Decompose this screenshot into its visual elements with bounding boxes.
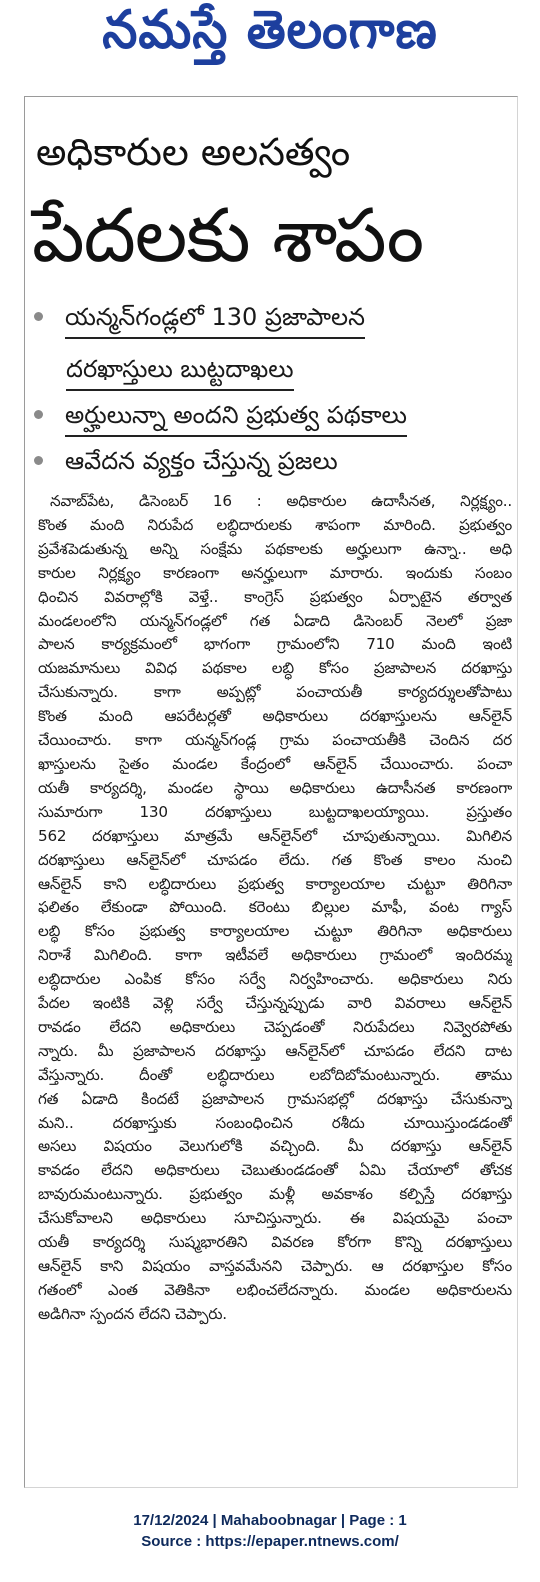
article-body-line: ఖాస్తులను సైతం మండల కేంద్రంలో ఆన్‌లైన్ చేయించారు. పంచా bbox=[38, 754, 512, 773]
article-body-line: ధించిన వివరాల్లోకి వెళ్తే.. కాంగ్రెస్ ప్రభుత్వం ఏర్పాటైన తర్వాత bbox=[38, 587, 512, 606]
bullet-item bbox=[34, 300, 514, 334]
bullet-dot-icon bbox=[34, 410, 43, 419]
bullet-text: ఆవేదన వ్యక్తం చేస్తున్న ప్రజలు bbox=[65, 447, 338, 475]
article-body-line: మని.. దరఖాస్తుకు సంబంధించిన రశీదు చూయిస్తుండడంతో bbox=[38, 1113, 512, 1132]
bullet-text: దరఖాస్తులు బుట్టదాఖలు bbox=[66, 355, 294, 391]
article-body-line: చేయించారు. కాగా యన్మన్‌గండ్ల గ్రామ పంచాయతీకి చెందిన దర bbox=[38, 731, 512, 750]
article-body-line: నిరాశే మిగిలింది. కాగా ఇటీవలే అధికారులు గ్రామంలో ఇందిరమ్మ bbox=[38, 946, 512, 965]
article-body-line: కావడం లేదని అధికారులు చెబుతుండడంతో ఏమి చేయాలో తోచక bbox=[38, 1161, 512, 1180]
article-body-line: పాలన కార్యక్రమంలో భాగంగా గ్రామంలోని 710 మంది ఇంటి bbox=[38, 635, 512, 654]
article-kicker: అధికారుల అలసత్వం bbox=[36, 130, 351, 174]
article-body-line: మండలంలోని యన్మన్‌గండ్లలో గత ఏడాది డిసెంబర్ నెలలో ప్రజా bbox=[38, 611, 512, 630]
article-body-line: గత ఏడాది కిందటే ప్రజాపాలన గ్రామసభల్లో దరఖాస్తు చేసుకున్నా bbox=[38, 1089, 512, 1108]
bullet-text: యన్మన్‌గండ్లలో 130 ప్రజాపాలన bbox=[65, 303, 365, 339]
article-body-line: యతీ కార్యదర్శి సుష్మభారతిని వివరణ కోరగా కొన్ని దరఖాస్తులు bbox=[38, 1233, 512, 1252]
masthead bbox=[0, 0, 540, 72]
article-body-line: అడిగినా స్పందన లేదని చెప్పారు. bbox=[38, 1304, 227, 1323]
article-body-line: న్నారు. మీ ప్రజాపాలన దరఖాస్తు ఆన్‌లైన్‌లో చూపడం లేదని దాట bbox=[38, 1041, 512, 1060]
article-body-line: కొంత మంది ఆపరేటర్లతో అధికారులు దరఖాస్తులను ఆన్‌లైన్ bbox=[38, 707, 512, 726]
article-body-line: కారుల నిర్లక్ష్యం కారణంగా అనర్హులుగా మారారు. ఇందుకు సంబం bbox=[38, 563, 512, 582]
article-body-line: యతీ కార్యదర్శి, మండల స్థాయి అధికారులు ఉదాసీనత కారణంగా bbox=[38, 778, 512, 797]
article-body-line: లబ్ధిదారుల ఎంపిక కోసం సర్వే నిర్వహించారు. అధికారులు నిరు bbox=[38, 970, 512, 989]
article-body-line: దరఖాస్తులు ఆన్‌లైన్‌లో చూపడం లేదు. గత కొంత కాలం నుంచి bbox=[38, 850, 512, 869]
article-body-line: చేసుకోవాలని అధికారులు సూచిస్తున్నారు. ఈ విషయమై పంచా bbox=[38, 1209, 512, 1228]
article-body-line: వేస్తున్నారు. దీంతో లబ్ధిదారులు లబోదిబోమంటున్నారు. తాము bbox=[38, 1065, 512, 1084]
bullet-item bbox=[34, 398, 514, 432]
article-body bbox=[38, 490, 512, 1327]
article-body-line: ప్రవేశపెడుతున్న అన్ని సంక్షేమ పథకాలకు అర్హులుగా ఉన్నా.. అధి bbox=[38, 539, 512, 558]
article-body-line: యజమానులు వివిధ పథకాల లబ్ధి కోసం ప్రజాపాలన దరఖాస్తు bbox=[38, 659, 512, 678]
footer-source: Source : https://epaper.ntnews.com/ bbox=[141, 1533, 399, 1550]
article-body-line: గతంలో ఎంత వెతికినా లభించలేదన్నారు. మండల అధికారులను bbox=[38, 1280, 512, 1299]
newspaper-logo: నమస్తే తెలంగాణ bbox=[102, 0, 438, 60]
article-body-line: పేదల ఇంటికి వెళ్లి సర్వే చేస్తున్నప్పుడు వారి వివరాలు ఆన్‌లైన్ bbox=[38, 994, 512, 1013]
article-body-line: ఫలితం లేకుండా పోయింది. కరెంటు బిల్లుల మాఫీ, వంట గ్యాస్ bbox=[38, 898, 512, 917]
article-body-line: సుమారుగా 130 దరఖాస్తులు బుట్టదాఖలయ్యాయి. ప్రస్తుతం bbox=[38, 802, 512, 821]
bullet-text: అర్హులున్నా అందని ప్రభుత్వ పథకాలు bbox=[65, 401, 407, 437]
article-body-line: ఆన్‌లైన్ కాని విషయం వాస్తవమేనని చెప్పారు. ఆ దరఖాస్తుల కోసం bbox=[38, 1257, 512, 1275]
bullet-item-continuation bbox=[66, 352, 540, 386]
bullet-item bbox=[34, 444, 514, 478]
article-body-line: బావురుమంటున్నారు. ప్రభుత్వం మళ్లీ అవకాశం కల్పిస్తే దరఖాస్తు bbox=[38, 1185, 512, 1204]
article-body-line: లబ్ధి కోసం ప్రభుత్వ కార్యాలయాల చుట్టూ తిరిగినా అధికారులు bbox=[38, 922, 512, 941]
footer-date-edition: 17/12/2024 | Mahaboobnagar | Page : 1 bbox=[133, 1512, 407, 1529]
article-body-line: ఆన్‌లైన్ కాని లబ్ధిదారులు ప్రభుత్వ కార్యాలయాల చుట్టూ తిరిగినా bbox=[38, 874, 512, 893]
article-body-line: అసలు విషయం వెలుగులోకి వచ్చింది. మీ దరఖాస్తు ఆన్‌లైన్ bbox=[38, 1137, 512, 1156]
bullet-dot-icon bbox=[34, 312, 43, 321]
article-body-line: నవాబ్‌పేట, డిసెంబర్ 16 : అధికారుల ఉదాసీనత, నిర్లక్ష్యం.. bbox=[50, 492, 512, 510]
article-body-line: కొంత మంది నిరుపేద లబ్ధిదారులకు శాపంగా మారింది. ప్రభుత్వం bbox=[38, 515, 512, 534]
article-body-line: రావడం లేదని అధికారులు చెప్పడంతో నిరుపేదలు నివ్వెరపోతు bbox=[38, 1017, 512, 1036]
article-body-line: 562 దరఖాస్తులు మాత్రమే ఆన్‌లైన్‌లో చూపుతున్నాయి. మిగిలిన bbox=[38, 826, 512, 845]
article-headline: పేదలకు శాపం bbox=[32, 193, 424, 279]
page-footer bbox=[0, 1510, 540, 1552]
article-body-line: చేసుకున్నారు. కాగా అప్పట్లో పంచాయతీ కార్యదర్శులతోపాటు bbox=[38, 683, 512, 702]
bullet-dot-icon bbox=[34, 456, 43, 465]
